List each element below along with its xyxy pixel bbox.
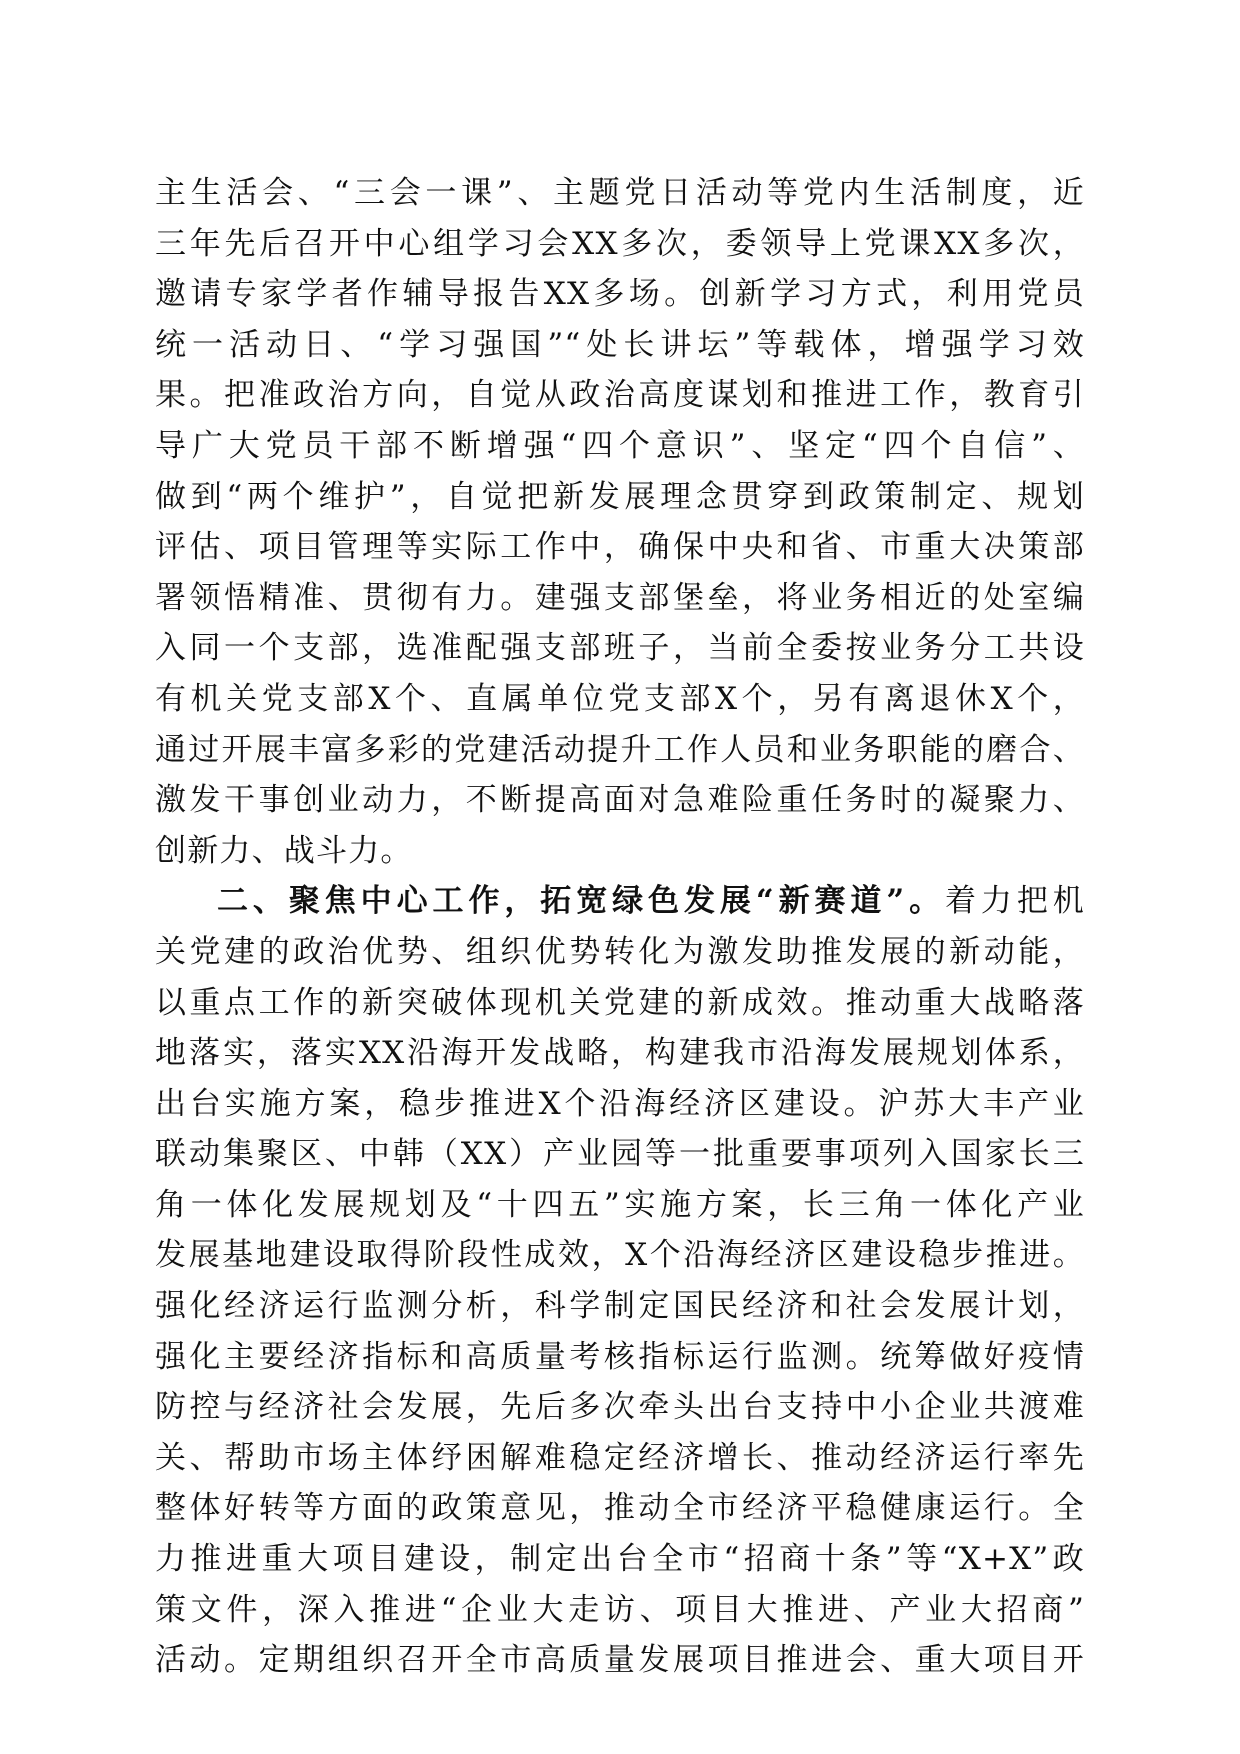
paragraph-2-line: 力推进重大项目建设，制定出台全市“招商十条”等“X+X”政 <box>155 1541 1085 1578</box>
paragraph-2-line: 活动。定期组织召开全市高质量发展项目推进会、重大项目开 <box>155 1642 1085 1679</box>
paragraph-2-line: 整体好转等方面的政策意见，推动全市经济平稳健康运行。全 <box>155 1490 1085 1527</box>
paragraph-2-line: 关、帮助市场主体纾困解难稳定经济增长、推动经济运行率先 <box>155 1439 1085 1476</box>
paragraph-2-line: 地落实，落实XX沿海开发战略，构建我市沿海发展规划体系， <box>155 1035 1085 1072</box>
paragraph-2-line: 强化经济运行监测分析，科学制定国民经济和社会发展计划， <box>155 1288 1085 1325</box>
paragraph-1-line: 激发干事创业动力，不断提高面对急难险重任务时的凝聚力、 <box>155 782 1085 819</box>
paragraph-2-line: 出台实施方案，稳步推进X个沿海经济区建设。沪苏大丰产业 <box>155 1085 1085 1122</box>
paragraph-1-line: 创新力、战斗力。 <box>155 832 413 869</box>
body-text <box>155 168 1085 1686</box>
paragraph-1-line: 有机关党支部X个、直属单位党支部X个，另有离退休X个， <box>155 680 1085 717</box>
paragraph-1-line: 主生活会、“三会一课”、主题党日活动等党内生活制度，近 <box>155 175 1085 211</box>
paragraph-2-line: 策文件，深入推进“企业大走访、项目大推进、产业大招商” <box>155 1591 1085 1628</box>
paragraph-1-line: 导广大党员干部不断增强“四个意识”、坚定“四个自信”、 <box>155 427 1085 464</box>
paragraph-2-first-line-text: 着力把机 <box>945 883 1085 920</box>
paragraph-1-line: 署领悟精准、贯彻有力。建强支部堡垒，将业务相近的处室编 <box>155 579 1085 616</box>
paragraph-1-line: 三年先后召开中心组学习会XX多次，委领导上党课XX多次， <box>155 225 1085 262</box>
paragraph-1-line: 做到“两个维护”，自觉把新发展理念贯穿到政策制定、规划 <box>155 478 1085 515</box>
paragraph-1-line: 通过开展丰富多彩的党建活动提升工作人员和业务职能的磨合、 <box>155 731 1085 768</box>
paragraph-1-line: 果。把准政治方向，自觉从政治高度谋划和推进工作，教育引 <box>155 377 1085 414</box>
paragraph-2-line: 角一体化发展规划及“十四五”实施方案，长三角一体化产业 <box>155 1186 1085 1223</box>
paragraph-2-line: 发展基地建设取得阶段性成效，X个沿海经济区建设稳步推进。 <box>155 1237 1085 1274</box>
paragraph-1-line: 入同一个支部，选准配强支部班子，当前全委按业务分工共设 <box>155 630 1085 667</box>
paragraph-2-first-line <box>155 876 1085 927</box>
paragraph-2-line: 强化主要经济指标和高质量考核指标运行监测。统筹做好疫情 <box>155 1338 1085 1375</box>
paragraph-2-line: 联动集聚区、中韩（XX）产业园等一批重要事项列入国家长三 <box>155 1136 1085 1173</box>
paragraph-2-line: 关党建的政治优势、组织优势转化为激发助推发展的新动能， <box>155 933 1085 970</box>
paragraph-1-line: 统一活动日、“学习强国”“处长讲坛”等载体，增强学习效 <box>155 326 1085 363</box>
paragraph-1-line: 评估、项目管理等实际工作中，确保中央和省、市重大决策部 <box>155 529 1085 566</box>
paragraph-2-line: 以重点工作的新突破体现机关党建的新成效。推动重大战略落 <box>155 984 1085 1021</box>
paragraph-1-line: 邀请专家学者作辅导报告XX多场。创新学习方式，利用党员 <box>155 276 1085 313</box>
paragraph-2-line: 防控与经济社会发展，先后多次牵头出台支持中小企业共渡难 <box>155 1389 1085 1426</box>
section-heading: 二、聚焦中心工作，拓宽绿色发展“新赛道”。 <box>217 883 946 920</box>
